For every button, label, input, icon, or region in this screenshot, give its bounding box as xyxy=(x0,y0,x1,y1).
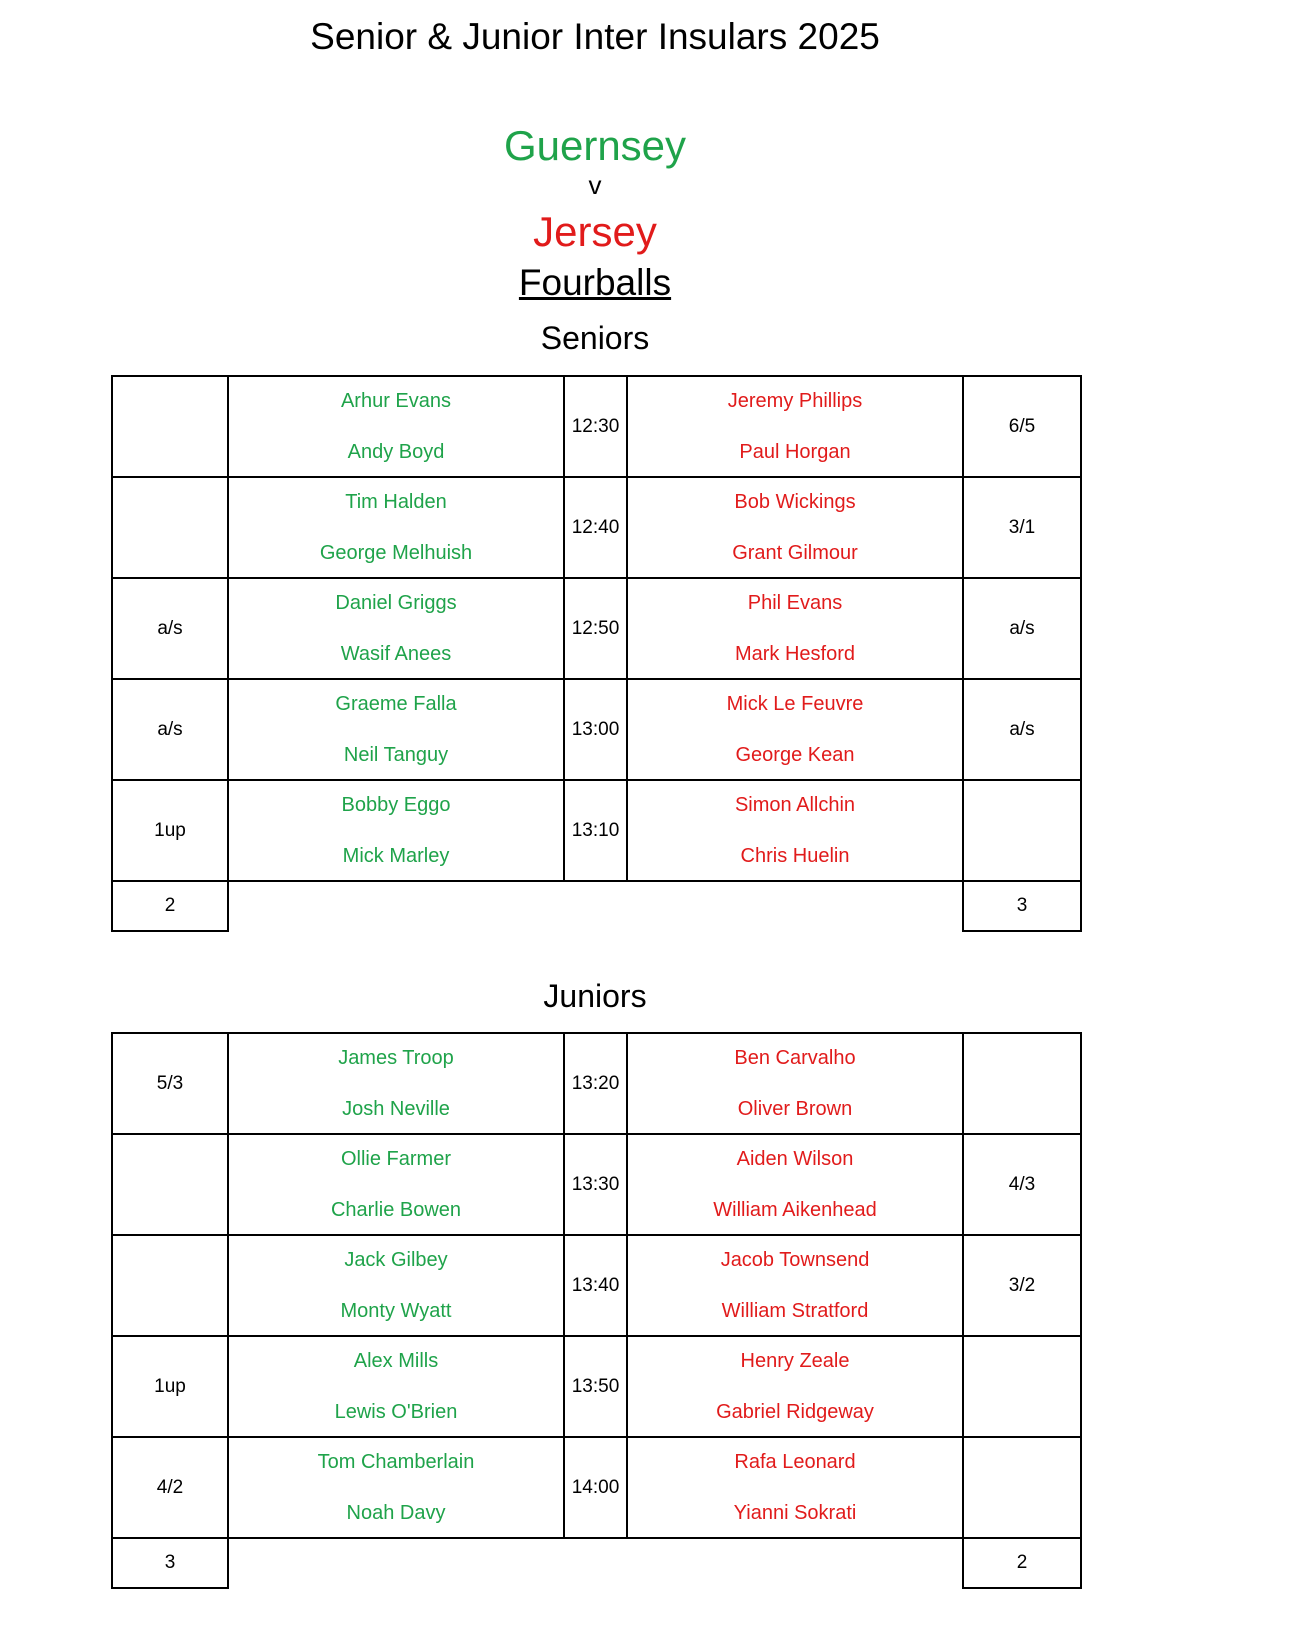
away-result xyxy=(963,1336,1081,1437)
match-row xyxy=(112,1134,1081,1235)
match-row xyxy=(112,477,1081,578)
away-pair-cell xyxy=(627,1134,963,1235)
tee-time: 12:50 xyxy=(564,578,627,679)
away-pair xyxy=(628,693,962,767)
away-result: 6/5 xyxy=(963,376,1081,477)
home-pair-cell xyxy=(228,1134,564,1235)
away-pair xyxy=(628,491,962,565)
home-player-name: Tim Halden xyxy=(345,490,447,513)
away-player-name: Gabriel Ridgeway xyxy=(716,1400,874,1423)
tee-time: 13:50 xyxy=(564,1336,627,1437)
away-player-name: Henry Zeale xyxy=(740,1349,850,1372)
home-result xyxy=(112,1235,228,1336)
home-player-name: Andy Boyd xyxy=(347,440,445,463)
juniors-heading: Juniors xyxy=(543,978,647,1014)
home-pair xyxy=(229,390,563,464)
away-result xyxy=(963,780,1081,881)
tee-time: 13:10 xyxy=(564,780,627,881)
away-player-name: William Aikenhead xyxy=(713,1198,877,1221)
totals-row xyxy=(112,881,1081,931)
home-pair xyxy=(229,1451,563,1525)
away-player-name: Grant Gilmour xyxy=(732,541,858,564)
away-player-name: Oliver Brown xyxy=(737,1097,853,1120)
home-total: 2 xyxy=(112,881,228,931)
home-player-name: Josh Neville xyxy=(342,1097,450,1120)
home-player-name: Noah Davy xyxy=(346,1501,446,1524)
away-player-name: Ben Carvalho xyxy=(734,1046,856,1069)
match-row xyxy=(112,679,1081,780)
away-pair xyxy=(628,1350,962,1424)
totals-spacer xyxy=(228,1538,963,1588)
totals-spacer xyxy=(228,881,963,931)
totals-row xyxy=(112,1538,1081,1588)
away-result: 3/2 xyxy=(963,1235,1081,1336)
away-pair-cell xyxy=(627,1033,963,1134)
home-player-name: Lewis O'Brien xyxy=(334,1400,458,1423)
home-pair xyxy=(229,491,563,565)
home-player-name: Graeme Falla xyxy=(335,692,457,715)
home-pair-cell xyxy=(228,477,564,578)
home-pair-cell xyxy=(228,1033,564,1134)
home-pair xyxy=(229,693,563,767)
home-result: a/s xyxy=(112,679,228,780)
match-row xyxy=(112,1336,1081,1437)
away-result: a/s xyxy=(963,679,1081,780)
away-result: 4/3 xyxy=(963,1134,1081,1235)
away-pair xyxy=(628,1249,962,1323)
away-total: 2 xyxy=(963,1538,1081,1588)
home-pair-cell xyxy=(228,780,564,881)
away-player-name: Aiden Wilson xyxy=(736,1147,854,1170)
home-player-name: Tom Chamberlain xyxy=(317,1450,475,1473)
away-player-name: Paul Horgan xyxy=(739,440,851,463)
away-player-name: Yianni Sokrati xyxy=(733,1501,857,1524)
away-pair xyxy=(628,1047,962,1121)
home-total: 3 xyxy=(112,1538,228,1588)
away-pair xyxy=(628,592,962,666)
home-result: 1up xyxy=(112,1336,228,1437)
home-pair-cell xyxy=(228,376,564,477)
home-pair-cell xyxy=(228,679,564,780)
away-player-name: William Stratford xyxy=(721,1299,869,1322)
away-player-name: Mick Le Feuvre xyxy=(726,692,864,715)
away-pair-cell xyxy=(627,1437,963,1538)
home-player-name: Alex Mills xyxy=(353,1349,439,1372)
home-player-name: Charlie Bowen xyxy=(330,1198,462,1221)
home-pair-cell xyxy=(228,1437,564,1538)
tee-time: 13:40 xyxy=(564,1235,627,1336)
home-player-name: Neil Tanguy xyxy=(343,743,449,766)
away-pair xyxy=(628,390,962,464)
home-player-name: James Troop xyxy=(338,1046,454,1069)
home-player-name: George Melhuish xyxy=(319,541,473,564)
juniors-table xyxy=(111,1032,1082,1589)
home-result xyxy=(112,477,228,578)
away-pair xyxy=(628,1148,962,1222)
home-result xyxy=(112,1134,228,1235)
away-player-name: Chris Huelin xyxy=(740,844,850,867)
home-pair xyxy=(229,1350,563,1424)
home-pair-cell xyxy=(228,578,564,679)
match-row xyxy=(112,1437,1081,1538)
home-pair xyxy=(229,1249,563,1323)
away-pair-cell xyxy=(627,477,963,578)
away-result xyxy=(963,1033,1081,1134)
home-pair xyxy=(229,592,563,666)
away-result: a/s xyxy=(963,578,1081,679)
away-total: 3 xyxy=(963,881,1081,931)
format-title: Fourballs xyxy=(518,262,672,303)
away-pair-cell xyxy=(627,1235,963,1336)
home-player-name: Wasif Anees xyxy=(340,642,452,665)
home-pair xyxy=(229,794,563,868)
away-player-name: Jeremy Phillips xyxy=(727,389,863,412)
away-pair-cell xyxy=(627,578,963,679)
tee-time: 12:30 xyxy=(564,376,627,477)
away-player-name: Rafa Leonard xyxy=(734,1450,856,1473)
seniors-table xyxy=(111,375,1082,932)
home-player-name: Jack Gilbey xyxy=(344,1248,448,1271)
away-result: 3/1 xyxy=(963,477,1081,578)
home-result xyxy=(112,376,228,477)
match-row xyxy=(112,578,1081,679)
home-result: 4/2 xyxy=(112,1437,228,1538)
home-player-name: Bobby Eggo xyxy=(341,793,451,816)
away-pair-cell xyxy=(627,679,963,780)
away-pair xyxy=(628,1451,962,1525)
match-row xyxy=(112,1235,1081,1336)
match-row xyxy=(112,1033,1081,1134)
home-pair xyxy=(229,1148,563,1222)
tee-time: 13:00 xyxy=(564,679,627,780)
away-player-name: Bob Wickings xyxy=(734,490,856,513)
home-player-name: Daniel Griggs xyxy=(335,591,457,614)
tee-time: 13:30 xyxy=(564,1134,627,1235)
match-row xyxy=(112,780,1081,881)
page-title: Senior & Junior Inter Insulars 2025 xyxy=(310,16,880,57)
away-player-name: Mark Hesford xyxy=(734,642,856,665)
home-player-name: Ollie Farmer xyxy=(340,1147,451,1170)
away-player-name: George Kean xyxy=(735,743,855,766)
versus-label: v xyxy=(588,170,602,200)
away-pair xyxy=(628,794,962,868)
home-player-name: Monty Wyatt xyxy=(340,1299,452,1322)
tee-time: 14:00 xyxy=(564,1437,627,1538)
away-pair-cell xyxy=(627,1336,963,1437)
away-player-name: Phil Evans xyxy=(747,591,843,614)
team-jersey: Jersey xyxy=(533,208,657,255)
home-pair-cell xyxy=(228,1235,564,1336)
home-pair xyxy=(229,1047,563,1121)
home-player-name: Mick Marley xyxy=(342,844,450,867)
tee-time: 13:20 xyxy=(564,1033,627,1134)
away-result xyxy=(963,1437,1081,1538)
home-result: 5/3 xyxy=(112,1033,228,1134)
seniors-heading: Seniors xyxy=(540,320,650,356)
tee-time: 12:40 xyxy=(564,477,627,578)
match-row xyxy=(112,376,1081,477)
away-player-name: Jacob Townsend xyxy=(720,1248,870,1271)
home-player-name: Arhur Evans xyxy=(340,389,452,412)
home-result: a/s xyxy=(112,578,228,679)
home-result: 1up xyxy=(112,780,228,881)
away-pair-cell xyxy=(627,376,963,477)
home-pair-cell xyxy=(228,1336,564,1437)
away-pair-cell xyxy=(627,780,963,881)
team-guernsey: Guernsey xyxy=(503,122,687,169)
away-player-name: Simon Allchin xyxy=(734,793,856,816)
